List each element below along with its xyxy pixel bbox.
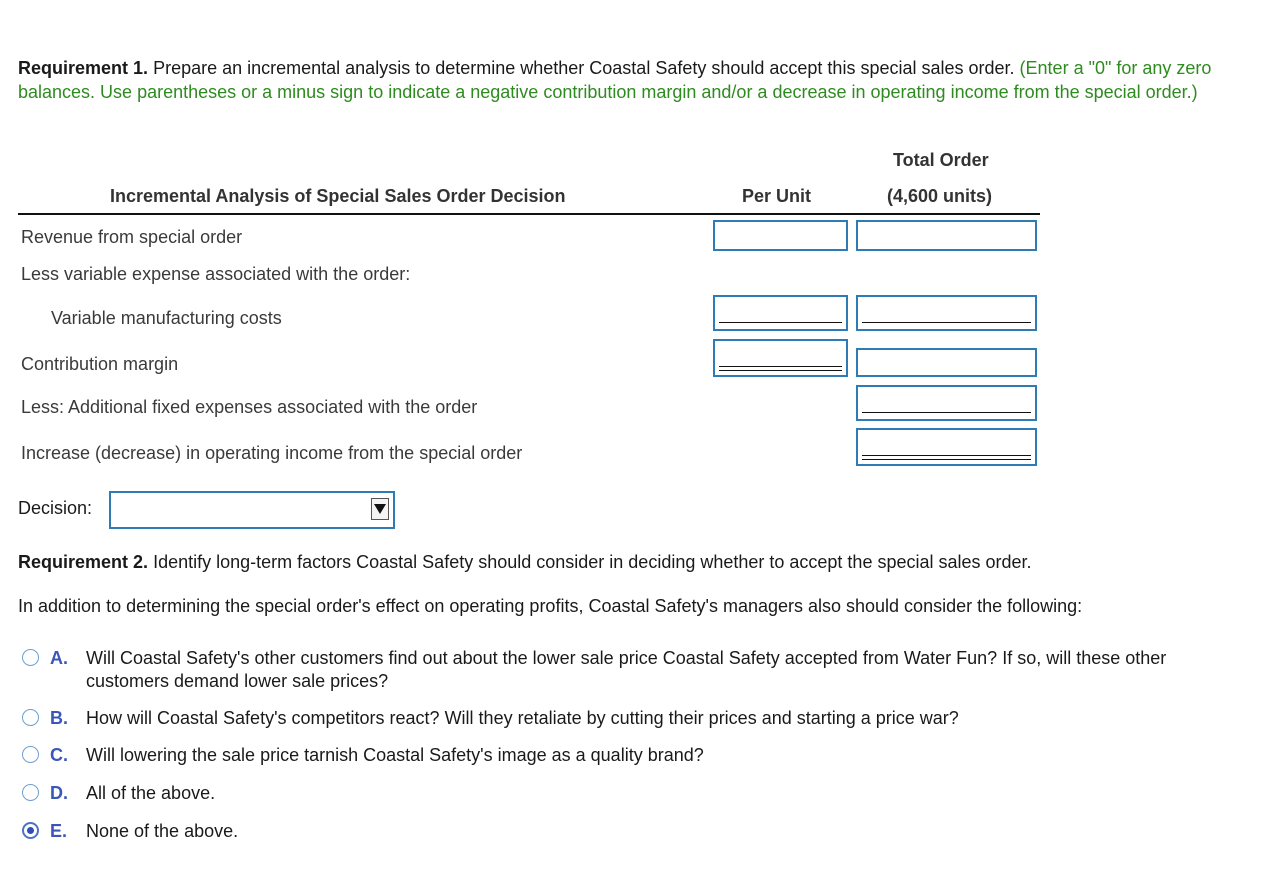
row-label-less-variable: Less variable expense associated with the order: [21, 264, 411, 284]
requirement-1-text: Prepare an incremental analysis to determine whether Coastal Safety should accept this special sales order. [153, 58, 1015, 78]
requirement-2-text: Identify long-term factors Coastal Safety should consider in deciding whether to accept the special sales order. [153, 552, 1032, 572]
radio-c[interactable] [22, 746, 39, 763]
requirement-2-label: Requirement 2. [18, 552, 149, 572]
option-e-text: None of the above. [86, 821, 239, 841]
table-title: Incremental Analysis of Special Sales Order Decision [110, 186, 566, 206]
row-label-revenue: Revenue from special order [21, 227, 243, 247]
decision-label: Decision: [18, 498, 93, 518]
row-label-variable-manufacturing: Variable manufacturing costs [51, 308, 282, 328]
double-underline-top [862, 455, 1031, 456]
option-c-text: Will lowering the sale price tarnish Coastal Safety's image as a quality brand? [86, 745, 704, 765]
double-underline-top [719, 366, 842, 367]
row-label-contribution-margin: Contribution margin [21, 354, 179, 374]
requirement-1-prompt [18, 56, 1243, 104]
radio-e-selected[interactable] [22, 822, 39, 839]
requirement-1-hint: (Enter a "0" for any zero balances. Use parentheses or a minus sign to indicate a negative contribution margin and/or a decrease in operating income from the special order.) [18, 58, 1212, 102]
row-label-operating-income: Increase (decrease) in operating income from the special order [21, 443, 523, 463]
radio-b[interactable] [22, 709, 39, 726]
option-b-letter: B. [50, 708, 68, 728]
col-header-per-unit: Per Unit [742, 186, 812, 206]
contribution-margin-total-input[interactable] [856, 348, 1037, 377]
option-d-text: All of the above. [86, 783, 216, 803]
option-a-letter: A. [50, 648, 68, 668]
requirement-2-intro: In addition to determining the special order's effect on operating profits, Coastal Safety's managers also should consider the following: [18, 596, 1083, 616]
decision-dropdown[interactable] [109, 491, 395, 529]
option-a-text: Will Coastal Safety's other customers find out about the lower sale price Coastal Safety accepted from Water Fun? If so, will these other customers demand lower sale prices? [86, 648, 1167, 691]
option-c-letter: C. [50, 745, 68, 765]
single-underline [862, 412, 1031, 413]
requirement-2-prompt [18, 550, 1248, 574]
requirement-1-label: Requirement 1. [18, 58, 149, 78]
header-rule [18, 213, 1040, 215]
variable-manufacturing-total-input[interactable] [856, 295, 1037, 331]
operating-income-total-input[interactable] [856, 428, 1037, 466]
contribution-margin-per-unit-input[interactable] [713, 339, 848, 377]
revenue-per-unit-input[interactable] [713, 220, 848, 251]
row-label-additional-fixed: Less: Additional fixed expenses associated with the order [21, 397, 478, 417]
single-underline [719, 322, 842, 323]
revenue-total-input[interactable] [856, 220, 1037, 251]
option-b-text: How will Coastal Safety's competitors react? Will they retaliate by cutting their prices and starting a price war? [86, 708, 959, 728]
variable-manufacturing-per-unit-input[interactable] [713, 295, 848, 331]
option-d-letter: D. [50, 783, 68, 803]
radio-a[interactable] [22, 649, 39, 666]
option-e-letter: E. [50, 821, 68, 841]
double-underline-bottom [862, 459, 1031, 460]
dropdown-arrow-icon[interactable] [371, 498, 389, 520]
col-header-total-line2: (4,600 units) [887, 186, 993, 206]
col-header-total-line1: Total Order [893, 150, 989, 170]
radio-d[interactable] [22, 784, 39, 801]
additional-fixed-total-input[interactable] [856, 385, 1037, 421]
single-underline [862, 322, 1031, 323]
double-underline-bottom [719, 370, 842, 371]
